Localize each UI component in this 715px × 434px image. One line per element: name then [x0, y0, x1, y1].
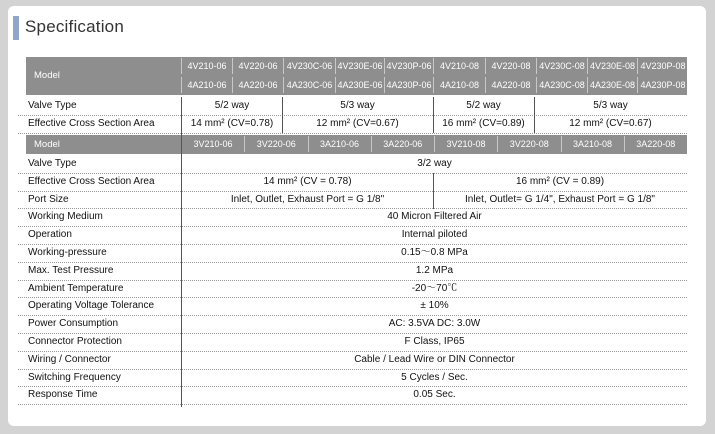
lower-model-cell: 3A220-06: [371, 136, 434, 152]
row-value: ± 10%: [420, 300, 449, 312]
upper-valve-type-1: 5/2 way: [214, 100, 250, 111]
row-label: Ambient Temperature: [28, 282, 124, 294]
row-value: AC: 3.5VA DC: 3.0W: [388, 318, 481, 330]
row-value: 0.15～0.8 MPa: [401, 247, 468, 258]
title-accent-bar: [13, 16, 19, 40]
upper-eca-4: 12 mm² (CV=0.67): [569, 118, 652, 129]
upper-model-cell: 4V220-08: [485, 58, 536, 74]
spec-row: [18, 351, 687, 370]
row-value-right: 16 mm² (CV = 0.89): [515, 175, 605, 187]
row-label: Effective Cross Section Area: [28, 175, 155, 187]
row-value: Cable / Lead Wire or DIN Connector: [354, 353, 515, 365]
row-value: Internal piloted: [401, 229, 468, 241]
upper-valve-type-2: 5/3 way: [340, 100, 375, 111]
row-label: Valve Type: [28, 158, 77, 169]
row-label: Max. Test Pressure: [28, 264, 114, 276]
upper-model-cell: 4V210-08: [433, 58, 485, 74]
spec-row: [18, 226, 687, 245]
lower-half-divider: [433, 173, 434, 209]
row-label: Switching Frequency: [28, 371, 121, 383]
spec-row: [18, 333, 687, 352]
lower-model-cell: 3A220-08: [624, 136, 687, 152]
lower-model-cell: 3V210-06: [181, 136, 244, 152]
page-title: Specification: [25, 17, 124, 36]
upper-group-divider-2: [433, 97, 434, 133]
upper-model-cell: 4A220-08: [485, 77, 536, 93]
upper-eca-3: 16 mm² (CV=0.89): [442, 118, 525, 129]
lower-model-label: Model: [34, 139, 60, 150]
row-value: 1.2 MPa: [415, 264, 454, 276]
spec-row: [18, 208, 687, 227]
lower-model-cell: 3V210-08: [434, 136, 497, 152]
upper-model-cell: 4A220-06: [232, 77, 283, 93]
row-label: Response Time: [28, 389, 98, 401]
spec-row: [18, 297, 687, 316]
row-label: Working-pressure: [28, 247, 107, 258]
upper-model-cell: 4V210-06: [181, 58, 232, 74]
upper-valve-type-3: 5/2 way: [466, 100, 501, 111]
spec-row: [18, 315, 687, 334]
upper-eca-2: 12 mm² (CV=0.67): [316, 118, 399, 129]
label-column-divider: [181, 97, 182, 407]
upper-valve-type-row: [18, 97, 687, 116]
upper-eca-row: [18, 115, 687, 134]
row-value-left: Inlet, Outlet, Exhaust Port = G 1/8": [230, 193, 385, 205]
upper-model-cell: 4V230C-08: [536, 58, 587, 74]
spec-row: [18, 173, 687, 192]
upper-model-cell: 4V220-06: [232, 58, 283, 74]
lower-model-cell: 3V220-06: [244, 136, 307, 152]
upper-model-cell: 4V230E-06: [335, 58, 384, 74]
lower-model-cell: 3A210-08: [561, 136, 624, 152]
row-label: Operating Voltage Tolerance: [28, 300, 155, 312]
row-value: 40 Micron Filtered Air: [387, 211, 482, 223]
row-label: Valve Type: [28, 100, 77, 111]
spec-row: [18, 369, 687, 388]
row-value: 3/2 way: [417, 158, 452, 169]
upper-model-cell: 4A230P-08: [637, 77, 688, 93]
upper-model-cell: 4A230E-08: [587, 77, 637, 93]
row-label: Port Size: [28, 193, 69, 205]
upper-model-cell: 4A230C-06: [283, 77, 335, 93]
upper-model-cell: 4A230C-08: [536, 77, 587, 93]
upper-model-cell: 4A210-06: [181, 77, 232, 93]
upper-group-divider-3: [534, 97, 535, 133]
spec-row: [18, 191, 687, 210]
row-label: Effective Cross Section Area: [28, 118, 155, 129]
row-label: Operation: [28, 229, 72, 241]
row-label: Working Medium: [28, 211, 103, 223]
upper-model-label: Model: [34, 70, 60, 81]
row-value-right: Inlet, Outlet= G 1/4", Exhaust Port = G 1/8": [465, 193, 655, 205]
row-value: -20～70℃: [411, 282, 458, 294]
lower-model-cell: 3V220-08: [497, 136, 560, 152]
row-value: 5 Cycles / Sec.: [401, 371, 468, 383]
upper-model-cell: 4A210-08: [433, 77, 485, 93]
row-label: Wiring / Connector: [28, 353, 111, 365]
row-value: 0.05 Sec.: [413, 389, 456, 401]
spec-row: [18, 262, 687, 281]
row-label: Connector Protection: [28, 336, 122, 347]
lower-model-cell: 3A210-06: [308, 136, 371, 152]
upper-model-cell: 4V230C-06: [283, 58, 335, 74]
row-value-left: 14 mm² (CV = 0.78): [263, 175, 352, 187]
spec-row: [18, 280, 687, 299]
upper-group-divider-1: [282, 97, 283, 133]
spec-row: [18, 155, 687, 174]
row-value: F Class, IP65: [404, 336, 465, 347]
spec-row: [18, 386, 687, 405]
upper-eca-1: 14 mm² (CV=0.78): [190, 118, 274, 129]
upper-model-cell: 4A230P-06: [384, 77, 433, 93]
upper-valve-type-4: 5/3 way: [593, 100, 628, 111]
upper-model-cell: 4A230E-06: [335, 77, 384, 93]
upper-model-cell: 4V230E-08: [587, 58, 637, 74]
row-label: Power Consumption: [28, 318, 119, 330]
upper-model-cell: 4V230P-06: [384, 58, 433, 74]
upper-model-cell: 4V230P-08: [637, 58, 688, 74]
spec-row: [18, 244, 687, 263]
